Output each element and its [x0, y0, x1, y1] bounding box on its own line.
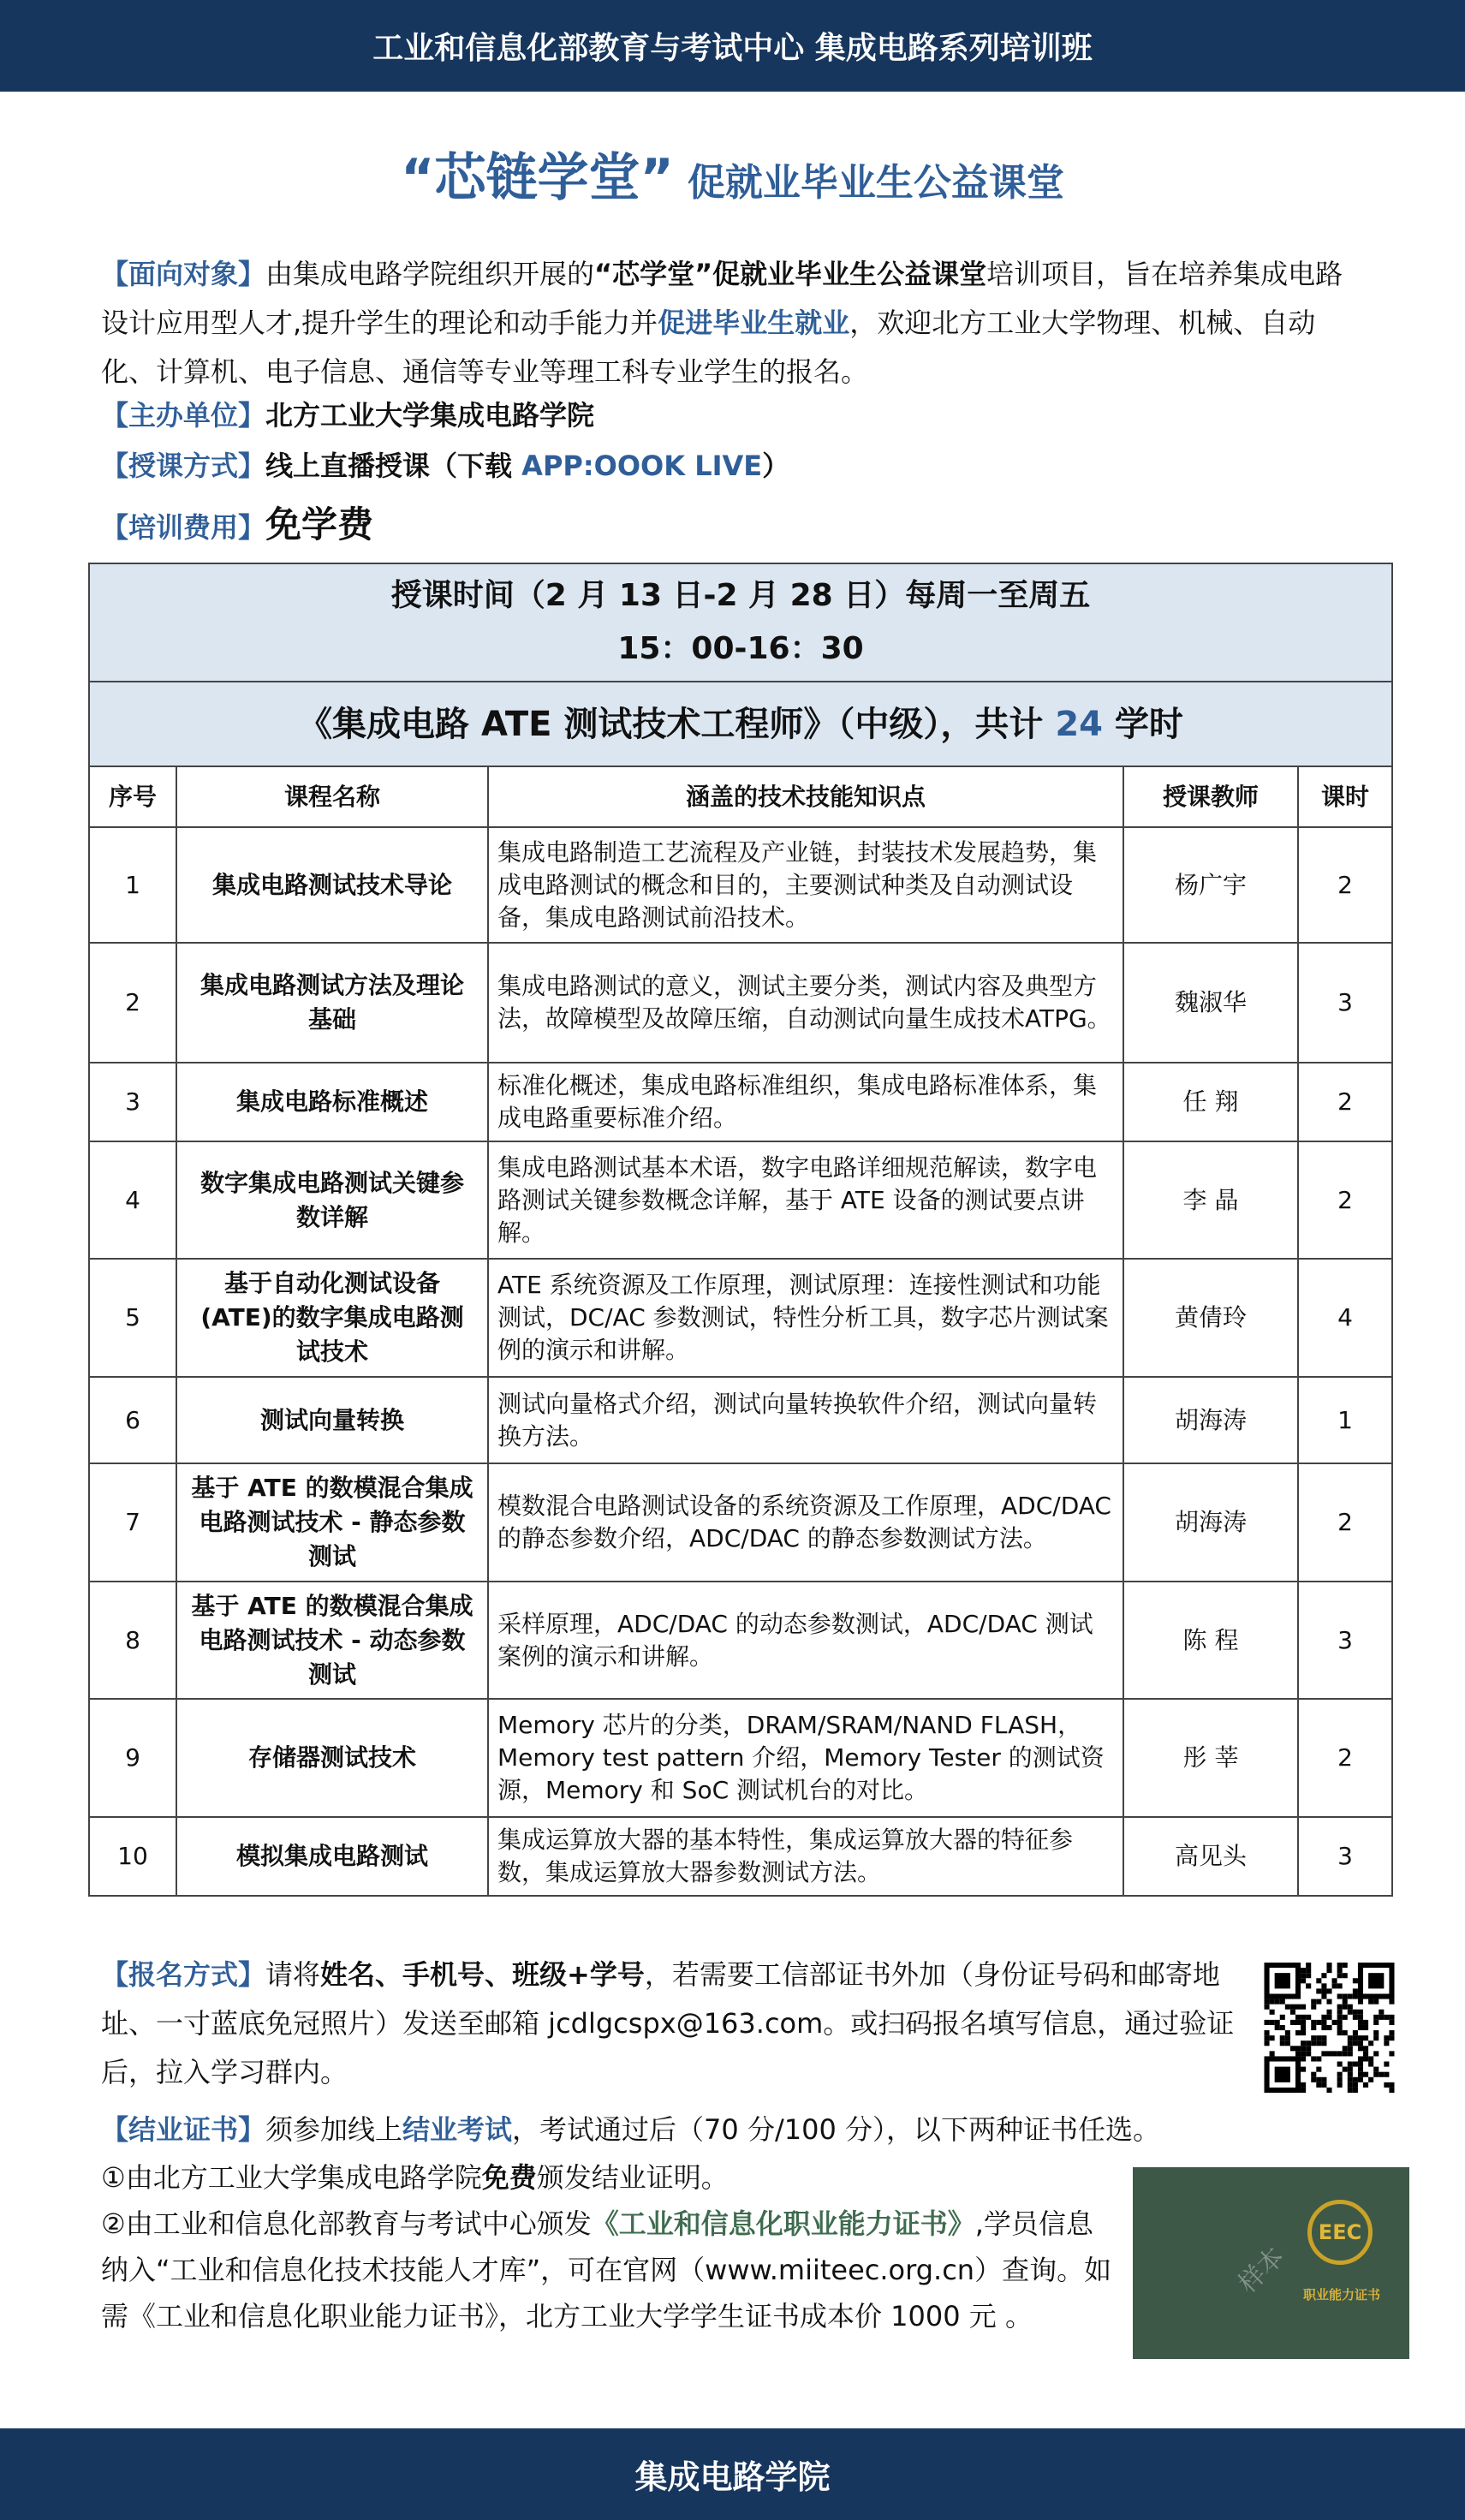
teacher-name: 胡海涛	[1123, 1377, 1298, 1463]
table-row	[89, 1259, 1392, 1377]
option-text: ①由北方工业大学集成电路学院	[101, 2161, 482, 2194]
course-name: 测试向量转换	[176, 1377, 488, 1463]
signup-text: 请将	[265, 1958, 321, 1991]
table-row	[89, 1063, 1392, 1141]
row-number: 6	[89, 1377, 176, 1463]
total-hours: 24	[1055, 704, 1103, 744]
course-name: 数字集成电路测试关键参数详解	[176, 1141, 488, 1259]
course-name: 集成电路测试方法及理论基础	[176, 943, 488, 1063]
certificate-sample-image	[1133, 2167, 1409, 2359]
certificate-text: ，考试通过后（70 分/100 分），以下两种证书任选。	[512, 2113, 1160, 2146]
course-name: 集成电路标准概述	[176, 1063, 488, 1141]
table-row	[89, 827, 1392, 943]
course-description: 集成电路测试的意义，测试主要分类，测试内容及典型方法，故障模型及故障压缩，自动测试向量生成技术ATPG。	[488, 943, 1123, 1063]
option-text: 颁发结业证明。	[536, 2161, 729, 2194]
course-table	[88, 563, 1393, 1897]
teacher-name: 任 翔	[1123, 1063, 1298, 1141]
signup-qr-code[interactable]	[1264, 1963, 1395, 2093]
course-hours: 4	[1298, 1259, 1392, 1377]
target-text: 培训项目，旨在培养集成电路设计应用型人才,提升学生的理论和动手能力并	[101, 258, 1343, 339]
course-description: 模数混合电路测试设备的系统资源及工作原理，ADC/DAC 的静态参数介绍，ADC/DAC 的静态参数测试方法。	[488, 1463, 1123, 1582]
table-row	[89, 1582, 1392, 1699]
banner-title: 工业和信息化部教育与考试中心 集成电路系列培训班	[372, 31, 1093, 66]
certificate-image-title: 职业能力证书	[1302, 2287, 1380, 2303]
table-row	[89, 1699, 1392, 1817]
course-hours: 2	[1298, 1463, 1392, 1582]
certificate-name: 《工业和信息化职业能力证书》	[591, 2207, 975, 2240]
teacher-name: 魏淑华	[1123, 943, 1298, 1063]
teacher-name: 胡海涛	[1123, 1463, 1298, 1582]
method-line	[101, 442, 1368, 491]
method-value: 线上直播授课（下载	[265, 450, 522, 482]
teacher-name: 高见头	[1123, 1817, 1298, 1896]
course-description: 采样原理，ADC/DAC 的动态参数测试，ADC/DAC 测试案例的演示和讲解。	[488, 1582, 1123, 1699]
certificate-options	[101, 2154, 1120, 2339]
certificate-text: 须参加线上	[265, 2113, 403, 2146]
table-row	[89, 1377, 1392, 1463]
schedule-dates: 授课时间（2 月 13 日-2 月 28 日）每周一至周五	[390, 578, 1091, 613]
header-teacher: 授课教师	[1123, 766, 1298, 827]
course-name: 模拟集成电路测试	[176, 1817, 488, 1896]
course-hours: 3	[1298, 943, 1392, 1063]
course-hours: 2	[1298, 1063, 1392, 1141]
page-title	[0, 137, 1465, 211]
schedule-cell	[89, 563, 1392, 682]
course-hours: 3	[1298, 1817, 1392, 1896]
method-end: ）	[762, 450, 790, 482]
table-row	[89, 943, 1392, 1063]
footer-title: 集成电路学院	[634, 2458, 831, 2496]
course-name: 基于 ATE 的数模混合集成电路测试技术 - 静态参数测试	[176, 1463, 488, 1582]
certificate-label: 【结业证书】	[101, 2113, 266, 2146]
course-hours: 2	[1298, 1699, 1392, 1817]
course-title-suffix: 学时	[1102, 704, 1183, 744]
teacher-name: 杨广宇	[1123, 827, 1298, 943]
subtitle: 促就业毕业生公益课堂	[687, 161, 1064, 205]
course-name: 基于 ATE 的数模混合集成电路测试技术 - 动态参数测试	[176, 1582, 488, 1699]
course-title: 《集成电路 ATE 测试技术工程师》（中级），共计	[298, 704, 1056, 744]
course-description: ATE 系统资源及工作原理，测试原理：连接性测试和功能测试，DC/AC 参数测试，特性分析工具，数字芯片测试案例的演示和讲解。	[488, 1259, 1123, 1377]
method-label: 【授课方式】	[101, 450, 266, 482]
schedule-time: 15：00-16：30	[617, 631, 864, 666]
course-name: 集成电路测试技术导论	[176, 827, 488, 943]
header-no: 序号	[89, 766, 176, 827]
eec-logo: EEC	[1307, 2200, 1373, 2265]
teacher-name: 黄倩玲	[1123, 1259, 1298, 1377]
signup-paragraph	[101, 1951, 1240, 2097]
header-hours: 课时	[1298, 766, 1392, 827]
fee-label: 【培训费用】	[101, 511, 266, 544]
row-number: 5	[89, 1259, 176, 1377]
course-description: Memory 芯片的分类，DRAM/SRAM/NAND FLASH，Memory test pattern 介绍，Memory Tester 的测试资源，Memory 和 SoC 测试机台的对比。	[488, 1699, 1123, 1817]
target-text: 由集成电路学院组织开展的	[265, 258, 595, 290]
host-label: 【主办单位】	[101, 399, 266, 432]
target-label: 【面向对象】	[101, 258, 266, 290]
row-number: 2	[89, 943, 176, 1063]
course-description: 集成电路制造工艺流程及产业链，封装技术发展趋势，集成电路测试的概念和目的，主要测试种类及自动测试设备，集成电路测试前沿技术。	[488, 827, 1123, 943]
fee-value: 免学费	[265, 503, 374, 545]
course-description: 集成电路测试基本术语，数字电路详细规范解读，数字电路测试关键参数概念详解，基于 ATE 设备的测试要点讲解。	[488, 1141, 1123, 1259]
course-hours: 1	[1298, 1377, 1392, 1463]
footer-banner	[0, 2428, 1465, 2520]
top-banner	[0, 0, 1465, 92]
course-title-cell	[89, 682, 1392, 766]
course-hours: 2	[1298, 1141, 1392, 1259]
header-name: 课程名称	[176, 766, 488, 827]
table-row	[89, 1141, 1392, 1259]
row-number: 4	[89, 1141, 176, 1259]
course-hours: 3	[1298, 1582, 1392, 1699]
highlight-text: 促进毕业生就业	[658, 307, 850, 339]
row-number: 10	[89, 1817, 176, 1896]
course-name: 基于自动化测试设备(ATE)的数字集成电路测试技术	[176, 1259, 488, 1377]
signup-label: 【报名方式】	[101, 1958, 266, 1991]
option-2	[101, 2201, 1120, 2339]
option-text: ,学员信息纳入“工业和信息化技术技能人才库”，可在官网（www.miiteec.org.cn）查询。如需《工业和信息化职业能力证书》，北方工业大学学生证书成本价 1000 元 。	[101, 2207, 1112, 2332]
target-text: ，欢迎北方工业大学物理、机械、自动化、计算机、电子信息、通信等专业等理工科专业学生的报名。	[101, 307, 1316, 388]
course-hours: 2	[1298, 827, 1392, 943]
teacher-name: 李 晶	[1123, 1141, 1298, 1259]
teacher-name: 陈 程	[1123, 1582, 1298, 1699]
free-highlight: 免费	[481, 2161, 537, 2194]
column-header-row	[89, 766, 1392, 827]
brand-title: “芯链学堂”	[401, 148, 674, 208]
program-name: “芯学堂”促就业毕业生公益课堂	[594, 258, 987, 290]
host-line	[101, 391, 1368, 440]
course-name: 存储器测试技术	[176, 1699, 488, 1817]
teacher-name: 彤 莘	[1123, 1699, 1298, 1817]
course-description: 集成运算放大器的基本特性，集成运算放大器的特征参数，集成运算放大器参数测试方法。	[488, 1817, 1123, 1896]
row-number: 3	[89, 1063, 176, 1141]
course-description: 测试向量格式介绍，测试向量转换软件介绍，测试向量转换方法。	[488, 1377, 1123, 1463]
exam-highlight: 结业考试	[402, 2113, 513, 2146]
table-row	[89, 1463, 1392, 1582]
app-name: APP:OOOK LIVE	[521, 450, 763, 482]
course-description: 标准化概述，集成电路标准组织，集成电路标准体系，集成电路重要标准介绍。	[488, 1063, 1123, 1141]
row-number: 1	[89, 827, 176, 943]
header-desc: 涵盖的技术技能知识点	[488, 766, 1123, 827]
table-row	[89, 1817, 1392, 1896]
sample-watermark: 样本	[1232, 2241, 1291, 2300]
row-number: 9	[89, 1699, 176, 1817]
row-number: 8	[89, 1582, 176, 1699]
signup-required-fields: 姓名、手机号、班级+学号	[320, 1958, 645, 1991]
host-value: 北方工业大学集成电路学院	[265, 399, 595, 432]
option-text: ②由工业和信息化部教育与考试中心颁发	[101, 2207, 592, 2240]
signup-text: ，若需要工信部证书外加（身份证号码和邮寄地址、一寸蓝底免冠照片）发送至邮箱 jcdlgcspx@163.com。或扫码报名填写信息，通过验证后，拉入学习群内。	[101, 1958, 1235, 2088]
option-1	[101, 2154, 1120, 2201]
target-audience-paragraph	[101, 250, 1368, 396]
fee-line	[101, 500, 1368, 552]
row-number: 7	[89, 1463, 176, 1582]
certificate-paragraph	[101, 2106, 1317, 2153]
